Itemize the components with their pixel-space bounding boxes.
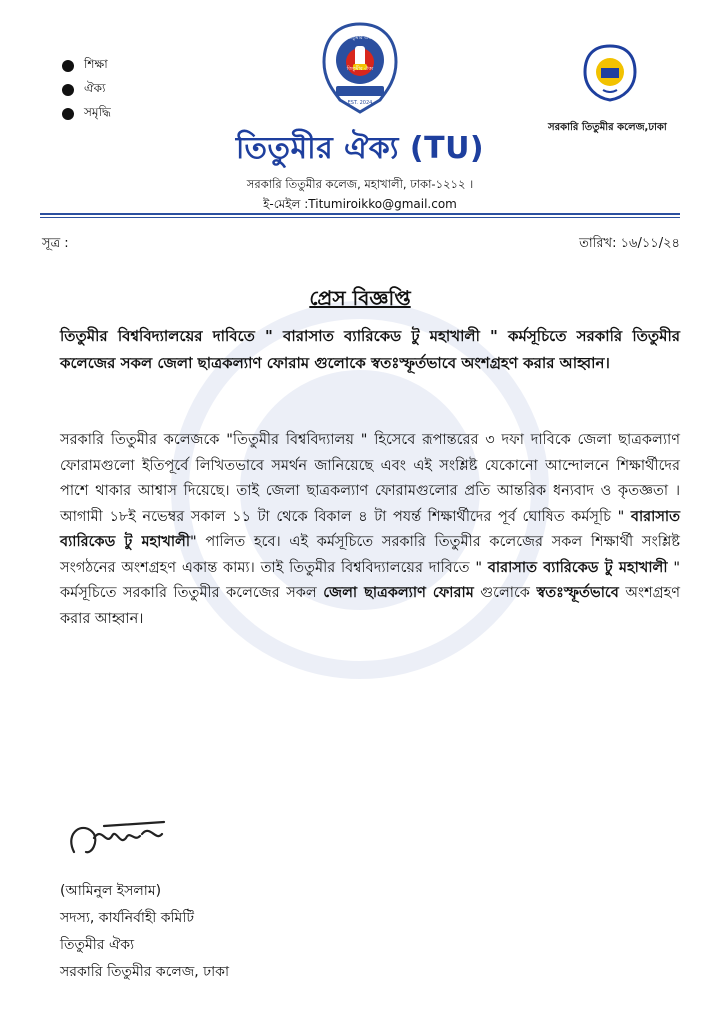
motto-item: ঐক্য: [62, 78, 111, 102]
motto-list: [62, 54, 111, 126]
bullet-dot-icon: [62, 84, 74, 96]
date-label: তারিখ: ১৬/১১/২৪: [579, 236, 680, 251]
signatory-position: সদস্য, কার্যনির্বাহী কমিটি: [60, 910, 194, 926]
header-divider-thin: [40, 217, 680, 218]
logo-top-text: তিতুমীর ঐক্য: [346, 35, 374, 41]
signatory-name: (আমিনুল ইসলাম): [60, 883, 162, 899]
reference-label: সূত্র :: [42, 236, 69, 251]
motto-item: সমৃদ্ধি: [62, 102, 111, 126]
notice-body: সরকারি তিতুমীর কলেজকে "তিতুমীর বিশ্ববিদ্যালয় " হিসেবে রূপান্তরের ৩ দফা দাবিকে জেলা ছাত্রকল্যাণ ফোরামগুলো ইতিপূর্বে লিখিতভাবে সমর্থন জানিয়েছে এবং এই সংশ্লিষ্ট যেকোনো আন্দোলনে শিক্ষার্থীদের পাশে থাকার আশ্বাস দিয়েছে। তাই জেলা ছাত্রকল্যাণ ফোরামগুলোর প্রতি আন্তরিক ধন্যবাদ ও কৃতজ্ঞতা । আগামী ১৮ই নভেম্বর সকাল ১১ টা থেকে বিকাল ৪ টা পযর্ন্ত শিক্ষার্থীদের পূর্ব ঘোষিত কর্মসূচি " বারাসাত ব্যারিকেড টু মহাখালী" পালিত হবে। এই কর্মসূচিতে সরকারি তিতুমীর কলেজের সকল শিক্ষার্থী সংশ্লিষ্ট সংগঠনের অংশগ্রহণ একান্ত কাম্য। তাই তিতুমীর বিশ্ববিদ্যালয়ের দাবিতে " বারাসাত ব্যারিকেড টু মহাখালী " কর্মসূচিতে সরকারি তিতুমীর কলেজের সকল জেলা ছাত্রকল্যাণ ফোরাম গুলোকে স্বতঃস্ফূর্তভাবে অংশগ্রহণ করার আহ্বান।: [60, 432, 680, 627]
header-divider: [40, 213, 680, 215]
signatory-organization: তিতুমীর ঐক্য: [60, 937, 135, 953]
logo-bottom-text: তিতুমীর ঐক্য: [346, 66, 374, 72]
notice-heading: প্রেস বিজ্ঞপ্তি: [309, 286, 411, 310]
college-seal-icon: [583, 44, 637, 102]
organization-title: তিতুমীর ঐক্য (TU): [235, 131, 485, 166]
address: সরকারি তিতুমীর কলেজ, মহাখালী, ঢাকা-১২১২ ।: [246, 177, 474, 191]
college-name-right: সরকারি তিতুমীর কলেজ,ঢাকা: [548, 122, 667, 133]
notice-lead: তিতুমীর বিশ্ববিদ্যালয়ের দাবিতে " বারাসাত ব্যারিকেড টু মহাখালী " কর্মসূচিতে সরকারি তিতুমীর কলেজের সকল জেলা ছাত্রকল্যাণ ফোরাম গুলোকে স্বতঃস্ফূর্তভাবে অংশগ্রহণ করার আহ্বান।: [60, 327, 680, 372]
bullet-dot-icon: [62, 108, 74, 120]
bullet-dot-icon: [62, 60, 74, 72]
handwritten-signature-icon: [64, 812, 174, 872]
logo-est: EST. 2024: [347, 100, 373, 106]
motto-item: শিক্ষা: [62, 54, 111, 78]
email: ই-মেইল :Titumiroikko@gmail.com: [263, 197, 457, 211]
signatory-block: [60, 878, 229, 986]
signatory-college: সরকারি তিতুমীর কলেজ, ঢাকা: [60, 964, 230, 980]
